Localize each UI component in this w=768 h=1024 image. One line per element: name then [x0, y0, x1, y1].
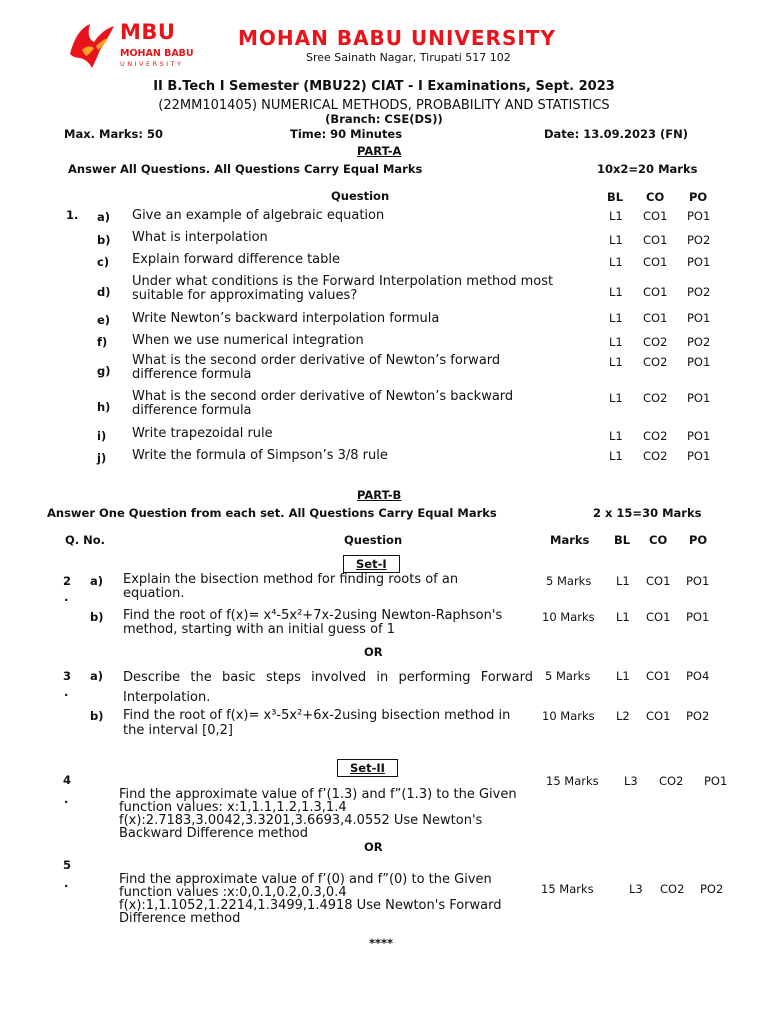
q2b-label: b)	[90, 610, 104, 624]
item-po: PO1	[687, 429, 711, 443]
item-po: PO1	[687, 449, 711, 463]
item-po: PO2	[687, 233, 711, 247]
q3b-label: b)	[90, 709, 104, 723]
item-text: What is the second order derivative of Newton’s forward difference formula	[132, 353, 501, 382]
item-co: CO1	[643, 233, 668, 247]
q2-dot: .	[64, 590, 69, 604]
part-b-title: PART-B	[357, 488, 402, 502]
set-1-label: Set-I	[343, 555, 400, 573]
q3-dot: .	[64, 685, 69, 699]
col-bl: BL	[607, 190, 624, 204]
item-co: CO2	[643, 449, 668, 463]
part-b-marks: 2 x 15=30 Marks	[593, 506, 702, 520]
item-bl: L1	[609, 311, 623, 325]
col-po: PO	[689, 533, 708, 547]
item-label: b)	[97, 233, 111, 247]
item-label: h)	[97, 400, 111, 414]
exam-date: Date: 13.09.2023 (FN)	[544, 127, 688, 141]
part-b-instruction: Answer One Question from each set. All Questions Carry Equal Marks	[47, 506, 497, 520]
q4-co: CO2	[659, 774, 684, 788]
item-text: Write trapezoidal rule	[132, 426, 273, 441]
item-text: What is interpolation	[132, 230, 268, 245]
item-po: PO2	[687, 335, 711, 349]
item-bl: L1	[609, 449, 623, 463]
q4-text: Find the approximate value of f’(1.3) and f”(1.3) to the Given function values: x:1,1.1,1.2,1.3,1.4 f(x):2.7183,3.0042,3.3201,3.6693,4.0552 Use Newton's Backward Difference method	[119, 787, 517, 841]
item-bl: L1	[609, 233, 623, 247]
item-bl: L1	[609, 285, 623, 299]
q2a-co: CO1	[646, 574, 671, 588]
part-a-instruction: Answer All Questions. All Questions Carry Equal Marks	[68, 162, 423, 176]
col-question: Question	[344, 533, 403, 547]
col-bl: BL	[614, 533, 631, 547]
q2b-marks: 10 Marks	[542, 610, 595, 624]
item-co: CO2	[643, 355, 668, 369]
course-title: (22MM101405) NUMERICAL METHODS, PROBABILITY AND STATISTICS	[158, 98, 610, 113]
item-bl: L1	[609, 255, 623, 269]
q4-po: PO1	[704, 774, 728, 788]
item-co: CO2	[643, 391, 668, 405]
or-divider: OR	[364, 840, 383, 854]
q3a-marks: 5 Marks	[545, 669, 591, 683]
item-po: PO1	[687, 391, 711, 405]
q5-number: 5	[63, 858, 72, 872]
logo-sub: UNIVERSITY	[120, 60, 184, 68]
q2b-co: CO1	[646, 610, 671, 624]
item-label: d)	[97, 285, 111, 299]
logo-mark: MBU	[120, 20, 176, 44]
exam-title: II B.Tech I Semester (MBU22) CIAT - I Examinations, Sept. 2023	[153, 79, 615, 94]
set-2-label: Set-II	[337, 759, 398, 777]
question-number: 1.	[66, 208, 79, 222]
q3b-co: CO1	[646, 709, 671, 723]
item-text: Under what conditions is the Forward Interpolation method most suitable for approximating values?	[132, 274, 554, 303]
q5-co: CO2	[660, 882, 685, 896]
item-label: c)	[97, 255, 110, 269]
q5-text: Find the approximate value of f’(0) and f”(0) to the Given function values :x:0,0.1,0.2,0.3,0.4 f(x):1,1.1052,1.2214,1.3499,1.4918 Use Newton's Forward Difference method	[119, 872, 502, 926]
item-po: PO1	[687, 355, 711, 369]
item-co: CO1	[643, 209, 668, 223]
q3a-co: CO1	[646, 669, 671, 683]
item-text: Write the formula of Simpson’s 3/8 rule	[132, 448, 388, 463]
item-co: CO1	[643, 285, 668, 299]
item-text: Give an example of algebraic equation	[132, 208, 385, 223]
item-label: e)	[97, 313, 111, 327]
branch: (Branch: CSE(DS))	[325, 112, 443, 126]
item-bl: L1	[609, 335, 623, 349]
university-logo	[66, 20, 196, 72]
q2b-bl: L1	[616, 610, 630, 624]
item-bl: L1	[609, 355, 623, 369]
item-label: a)	[97, 210, 111, 224]
q3b-po: PO2	[686, 709, 710, 723]
q5-marks: 15 Marks	[541, 882, 594, 896]
col-co: CO	[646, 190, 665, 204]
item-co: CO1	[643, 311, 668, 325]
q3-number: 3	[63, 669, 72, 683]
item-bl: L1	[609, 429, 623, 443]
q2b-text: Find the root of f(x)= x⁴-5x²+7x-2using Newton-Raphson's method, starting with an initial guess of 1	[123, 608, 503, 637]
q2-number: 2	[63, 574, 72, 588]
part-a-title: PART-A	[357, 144, 402, 158]
q2b-po: PO1	[686, 610, 710, 624]
q5-dot: .	[64, 876, 69, 890]
q2a-marks: 5 Marks	[546, 574, 592, 588]
col-question: Question	[331, 189, 390, 203]
q4-number: 4	[63, 773, 72, 787]
item-text: Explain forward difference table	[132, 252, 341, 267]
q4-bl: L3	[624, 774, 638, 788]
item-label: j)	[97, 451, 107, 465]
item-po: PO1	[687, 255, 711, 269]
q2a-po: PO1	[686, 574, 710, 588]
q5-bl: L3	[629, 882, 643, 896]
item-co: CO2	[643, 429, 668, 443]
q3a-bl: L1	[616, 669, 630, 683]
item-po: PO1	[687, 209, 711, 223]
item-po: PO2	[687, 285, 711, 299]
q2a-label: a)	[90, 574, 104, 588]
item-text: When we use numerical integration	[132, 333, 364, 348]
col-marks: Marks	[550, 533, 590, 547]
university-title: MOHAN BABU UNIVERSITY	[238, 26, 556, 50]
item-bl: L1	[609, 209, 623, 223]
item-label: g)	[97, 364, 111, 378]
q5-po: PO2	[700, 882, 724, 896]
q2a-text: Explain the bisection method for finding roots of an equation.	[123, 572, 459, 601]
or-divider: OR	[364, 645, 383, 659]
col-co: CO	[649, 533, 668, 547]
q3b-bl: L2	[616, 709, 630, 723]
item-text: What is the second order derivative of Newton’s backward difference formula	[132, 389, 514, 418]
item-co: CO2	[643, 335, 668, 349]
end-mark: ****	[369, 936, 394, 950]
q3a-po: PO4	[686, 669, 710, 683]
q4-dot: .	[64, 792, 69, 806]
university-address: Sree Sainath Nagar, Tirupati 517 102	[306, 51, 511, 64]
q2a-bl: L1	[616, 574, 630, 588]
q3b-marks: 10 Marks	[542, 709, 595, 723]
q3a-label: a)	[90, 669, 104, 683]
item-co: CO1	[643, 255, 668, 269]
logo-name: MOHAN BABU	[120, 48, 194, 59]
part-a-marks: 10x2=20 Marks	[597, 162, 698, 176]
col-qno: Q. No.	[65, 533, 106, 547]
item-label: f)	[97, 335, 108, 349]
item-po: PO1	[687, 311, 711, 325]
item-label: i)	[97, 429, 107, 443]
q3a-text: Describe the basic steps involved in performing Forward Interpolation.	[123, 670, 533, 705]
q4-marks: 15 Marks	[546, 774, 599, 788]
col-po: PO	[689, 190, 708, 204]
q3b-text: Find the root of f(x)= x³-5x²+6x-2using bisection method in the interval [0,2]	[123, 708, 511, 738]
item-text: Write Newton’s backward interpolation formula	[132, 311, 440, 326]
max-marks: Max. Marks: 50	[64, 127, 163, 141]
item-bl: L1	[609, 391, 623, 405]
exam-time: Time: 90 Minutes	[290, 127, 403, 141]
